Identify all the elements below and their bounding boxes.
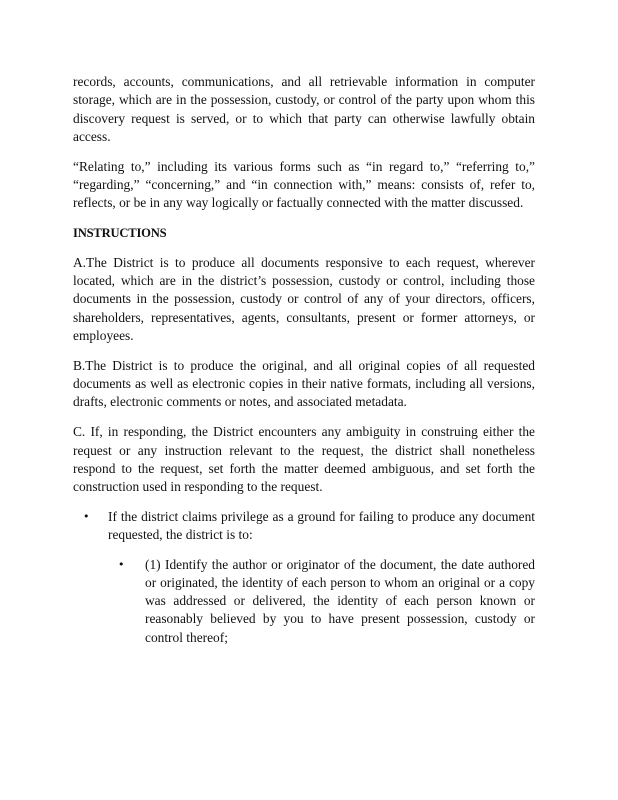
- identify-author-text: (1) Identify the author or originator of the document, the date authored or originated, the identity of each person to whom an original or a copy was addressed or delivered, the identity of each person known or reasonably believed by you to have present possession, custody or control thereof;: [145, 556, 535, 645]
- privilege-sub-list: [108, 556, 535, 647]
- list-item: [108, 556, 535, 647]
- list-item: [73, 508, 535, 647]
- definition-records-paragraph: records, accounts, communications, and all retrievable information in computer storage, which are in the possession, custody, or control of the party upon whom this discovery request is served, or to which that party can otherwise lawfully obtain access.: [73, 74, 535, 144]
- instruction-b-paragraph: B.The District is to produce the original, and all original copies of all requested documents as well as electronic copies in their native formats, including all versions, drafts, electronic comments or notes, and associated metadata.: [73, 357, 535, 410]
- document-page: [73, 73, 535, 658]
- definition-relating-to-paragraph: “Relating to,” including its various forms such as “in regard to,” “referring to,” “regarding,” “concerning,” and “in connection with,” means: consists of, refer to, reflects, or be in any way logically or factually connected with the matter discussed.: [73, 158, 535, 211]
- instruction-c-paragraph: C. If, in responding, the District encounters any ambiguity in construing either the request or any instruction relevant to the request, the district shall nonetheless respond to the request, set forth the matter deemed ambiguous, and set forth the construction used in responding to the request.: [73, 424, 535, 495]
- instruction-a-paragraph: A.The District is to produce all documents responsive to each request, wherever located, which are in the district’s possession, custody or control, including those documents in the possession, custody or control of any of your directors, officers, shareholders, representatives, agents, consultants, present or former attorneys, or employees.: [73, 254, 535, 344]
- instructions-heading: INSTRUCTIONS: [73, 226, 167, 241]
- privilege-bullet-list: [73, 508, 535, 647]
- privilege-bullet-text: If the district claims privilege as a ground for failing to produce any document requested, the district is to:: [108, 508, 535, 543]
- bullet-icon: •: [83, 509, 90, 523]
- bullet-icon: •: [118, 557, 125, 571]
